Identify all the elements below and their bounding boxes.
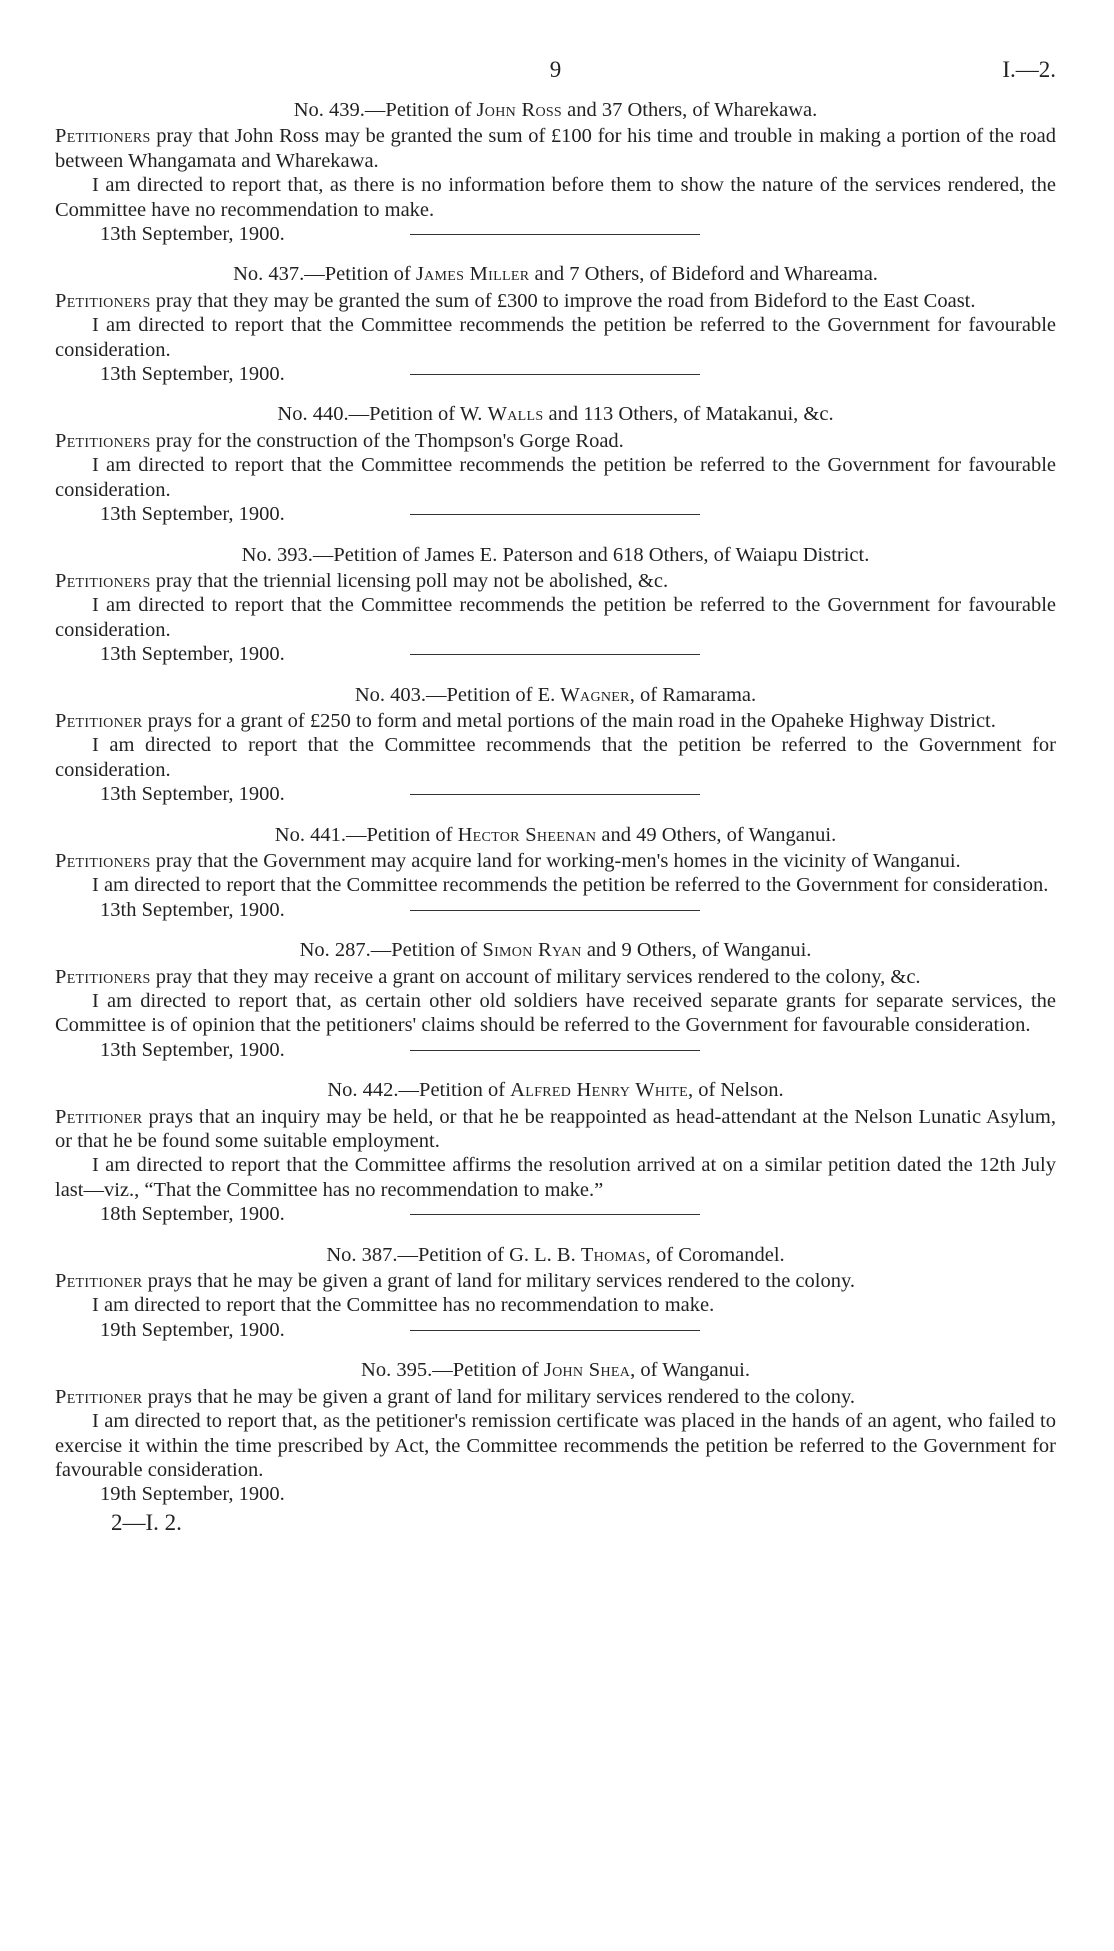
petitioner-name: John Ross [476, 99, 563, 121]
report-date [55, 502, 1056, 526]
petition-title-suffix: and 113 Others, of Matakanui, &c. [543, 403, 834, 426]
petition-title-prefix: No. 393.—Petition of James E. Paterson and 618 Others, of Waiapu District. [241, 543, 870, 566]
petition-entry [55, 683, 1056, 807]
petition-title-prefix: No. 403.—Petition of E. [354, 683, 561, 706]
petition-lead-word: Petitioners [55, 965, 151, 988]
section-divider [410, 1050, 700, 1051]
petition-title-suffix: and 49 Others, of Wanganui. [596, 823, 837, 846]
petition-title-prefix: No. 441.—Petition of [274, 823, 458, 846]
petition-prayer [55, 289, 1056, 313]
petition-prayer-text: prays that an inquiry may be held, or that he be reappointed as head-attendant at the Nelson Lunatic Asylum, or that he be found some suitable employment. [55, 1105, 1056, 1153]
petitioner-name: Walls [487, 403, 544, 426]
committee-report: I am directed to report that the Committee recommends the petition be referred to the Government for consideration. [92, 874, 1049, 897]
section-divider [410, 514, 700, 515]
petition-entry [55, 262, 1056, 386]
petition-prayer-text: prays that he may be given a grant of land for military services rendered to the colony. [142, 1385, 856, 1408]
petition-prayer [55, 1385, 1056, 1409]
petition-title-suffix: and 9 Others, of Wanganui. [581, 939, 812, 962]
report-date [55, 1482, 1056, 1506]
petition-entry [55, 98, 1056, 246]
committee-report: I am directed to report that the Committee affirms the resolution arrived at on a similar petition dated the 12th July last—viz., “That the Committee has no recommendation to make.” [55, 1154, 1056, 1201]
petition-prayer-text: pray that the triennial licensing poll may not be abolished, &c. [150, 569, 669, 592]
petition-lead-word: Petitioner [55, 709, 143, 732]
petition-prayer-text: pray that John Ross may be granted the sum of £100 for his time and trouble in making a portion of the road between Whangamata and Wharekawa. [55, 125, 1056, 172]
section-divider [410, 910, 700, 911]
section-divider [410, 1330, 700, 1331]
report-date-text: 13th September, 1900. [100, 503, 285, 526]
report-date-text: 19th September, 1900. [100, 1483, 285, 1506]
report-date [55, 222, 1056, 246]
petition-title [55, 823, 1056, 847]
committee-report: I am directed to report that the Committee recommends the petition be referred to the Government for favourable consideration. [55, 594, 1056, 641]
petition-prayer-text: pray that the Government may acquire land for working-men's homes in the vicinity of Wanganui. [150, 849, 961, 872]
petition-title-prefix: No. 387.—Petition of G. L. B. [326, 1243, 581, 1266]
committee-report: I am directed to report that, as there is no information before them to show the nature of the services rendered, the Committee have no recommendation to make. [55, 174, 1056, 221]
petition-title [55, 262, 1056, 286]
petition-prayer-text: prays that he may be given a grant of land for military services rendered to the colony. [142, 1270, 856, 1293]
printer-signature: 2—I. 2. [111, 1509, 182, 1535]
petition-prayer [55, 965, 1056, 989]
petitioner-name: Wagner [560, 683, 630, 706]
petition-prayer-text: pray that they may receive a grant on account of military services rendered to the colony, &c. [150, 965, 921, 988]
petition-title [55, 938, 1056, 962]
report-date-text: 18th September, 1900. [100, 1203, 285, 1226]
petition-title [55, 683, 1056, 707]
petition-prayer-text: pray that they may be granted the sum of £300 to improve the road from Bideford to the East Coast. [150, 289, 976, 312]
petition-lead-word: Petitioner [55, 1270, 143, 1293]
committee-report: I am directed to report that the Committee recommends the petition be referred to the Government for favourable consideration. [55, 454, 1056, 501]
report-date [55, 1038, 1056, 1062]
page-number: 9 [549, 57, 562, 82]
petition-title [55, 1243, 1056, 1267]
report-date [55, 1318, 1056, 1342]
petitioner-name: John Shea [543, 1359, 631, 1382]
petition-entry [55, 402, 1056, 526]
petition-lead-word: Petitioners [55, 289, 151, 312]
petitioner-name: Simon Ryan [482, 939, 582, 962]
petition-title-prefix: No. 440.—Petition of W. [277, 403, 488, 426]
petition-title [55, 98, 1056, 122]
petitioner-name: Alfred Henry White [510, 1079, 688, 1102]
petition-lead-word: Petitioners [55, 569, 151, 592]
petition-prayer [55, 1105, 1056, 1154]
petition-prayer [55, 429, 1056, 453]
petition-title-prefix: No. 439.—Petition of [293, 99, 477, 121]
petition-lead-word: Petitioners [55, 849, 151, 872]
petition-prayer [55, 849, 1056, 873]
petition-title-prefix: No. 442.—Petition of [327, 1079, 511, 1102]
petition-entry [55, 543, 1056, 667]
committee-report: I am directed to report that the Committee recommends the petition be referred to the Government for favourable consideration. [55, 314, 1056, 361]
page-header [55, 58, 1056, 98]
petition-title [55, 1358, 1056, 1382]
report-date [55, 642, 1056, 666]
petitioner-name: Hector Sheenan [457, 823, 597, 846]
report-date-text: 13th September, 1900. [100, 783, 285, 806]
petition-title-suffix: and 37 Others, of Wharekawa. [562, 99, 818, 121]
petition-title [55, 543, 1056, 567]
petition-entry [55, 1078, 1056, 1226]
petition-prayer [55, 709, 1056, 733]
petition-title-prefix: No. 437.—Petition of [233, 263, 416, 286]
petition-entry [55, 1243, 1056, 1343]
petition-title-suffix: and 7 Others, of Bideford and Whareama. [529, 263, 878, 286]
petition-title-suffix: , of Wanganui. [630, 1359, 750, 1382]
section-divider [410, 374, 700, 375]
petition-prayer-text: pray for the construction of the Thompson's Gorge Road. [150, 429, 624, 452]
petition-prayer [55, 1269, 1056, 1293]
committee-report: I am directed to report that the Committee recommends that the petition be referred to the Government for consideration. [55, 734, 1056, 781]
document-reference: I.—2. [1002, 57, 1056, 82]
report-date [55, 898, 1056, 922]
committee-report: I am directed to report that the Committee has no recommendation to make. [92, 1294, 715, 1317]
petition-lead-word: Petitioners [55, 429, 151, 452]
petition-title-suffix: , of Coromandel. [645, 1243, 785, 1266]
report-date-text: 13th September, 1900. [100, 1038, 285, 1061]
petition-title [55, 1078, 1056, 1102]
petition-title-suffix: , of Ramarama. [629, 683, 757, 706]
committee-report: I am directed to report that, as the petitioner's remission certificate was placed in the hands of an agent, who failed to exercise it within the time prescribed by Act, the Committee recommends the petition be referred to the Government for favourable consideration. [55, 1410, 1056, 1481]
petition-entry [55, 938, 1056, 1062]
petition-prayer [55, 569, 1056, 593]
section-divider [410, 234, 700, 235]
petition-entry [55, 1358, 1056, 1506]
petition-lead-word: Petitioner [55, 1385, 143, 1408]
petitioner-name: Thomas [580, 1243, 646, 1266]
petition-prayer-text: prays for a grant of £250 to form and metal portions of the main road in the Opaheke Highway District. [142, 709, 996, 732]
report-date-text: 13th September, 1900. [100, 223, 285, 246]
petition-prayer [55, 124, 1056, 173]
report-date-text: 19th September, 1900. [100, 1318, 285, 1341]
petition-title-prefix: No. 287.—Petition of [299, 939, 483, 962]
report-date-text: 13th September, 1900. [100, 643, 285, 666]
section-divider [410, 654, 700, 655]
section-divider [410, 1214, 700, 1215]
petition-title [55, 402, 1056, 426]
report-date [55, 1202, 1056, 1226]
report-date [55, 782, 1056, 806]
petition-lead-word: Petitioner [55, 1105, 143, 1128]
petition-title-prefix: No. 395.—Petition of [361, 1359, 544, 1382]
report-date-text: 13th September, 1900. [100, 363, 285, 386]
section-divider [410, 794, 700, 795]
petitioner-name: James Miller [415, 263, 530, 286]
petition-list [55, 98, 1056, 1507]
committee-report: I am directed to report that, as certain other old soldiers have received separate grants for separate services, the Committee is of opinion that the petitioners' claims should be referred to the Government for favourable consideration. [55, 990, 1056, 1037]
report-date-text: 13th September, 1900. [100, 898, 285, 921]
petition-entry [55, 823, 1056, 923]
report-date [55, 362, 1056, 386]
petition-title-suffix: , of Nelson. [687, 1079, 784, 1102]
petition-lead-word: Petitioners [55, 125, 151, 148]
